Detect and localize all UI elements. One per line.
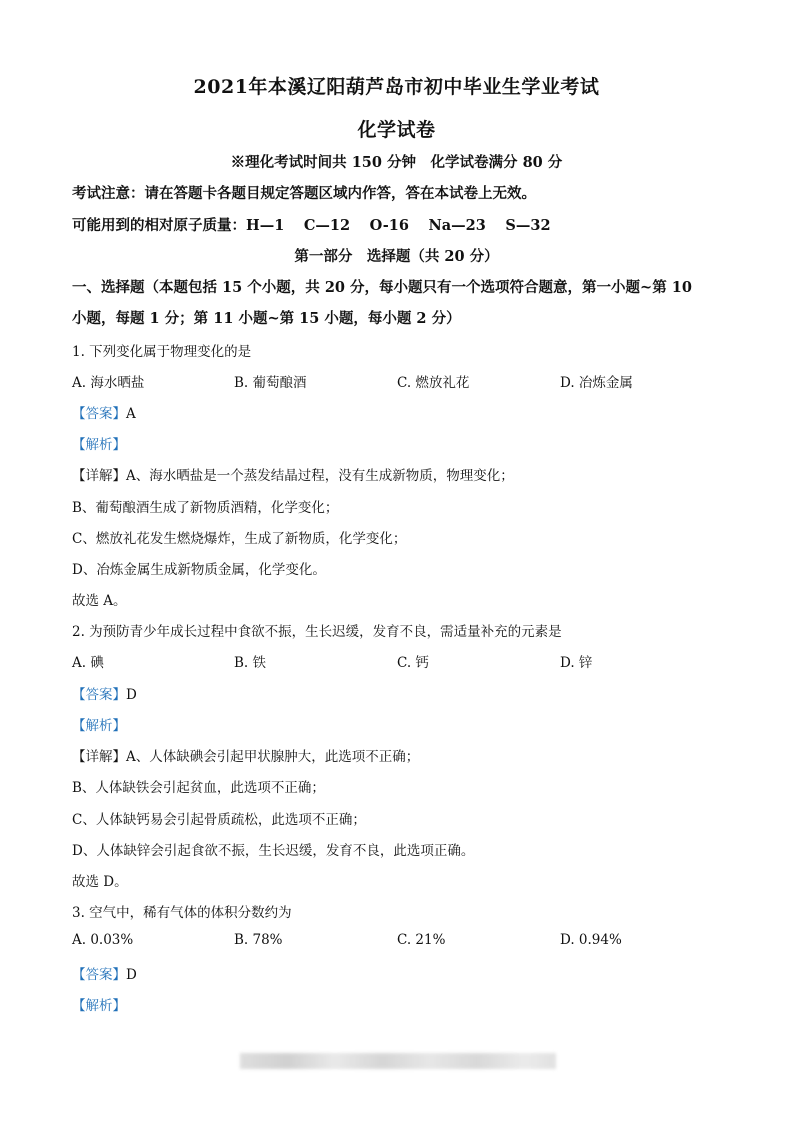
detail-line: B、葡萄酿酒生成了新物质酒精，化学变化； bbox=[72, 500, 339, 516]
detail-conclusion: 故选 D。 bbox=[72, 874, 128, 890]
option-d: D. 冶炼金属 bbox=[560, 375, 633, 391]
atomic-masses: 可能用到的相对原子质量：H—1 C—12 O-16 Na—23 S—32 bbox=[72, 217, 551, 234]
answer-label: 【答案】 bbox=[72, 406, 126, 422]
section-instructions-line1: 一、选择题（本题包括 15 个小题，共 20 分，每小题只有一个选项符合题意，第一小题~第 10 bbox=[72, 279, 692, 296]
detail-text: A、人体缺碘会引起甲状腺肿大，此选项不正确； bbox=[126, 749, 420, 765]
detail-line: D、人体缺锌会引起食欲不振，生长迟缓，发育不良，此选项正确。 bbox=[72, 843, 475, 859]
answer-value: D bbox=[126, 687, 137, 703]
time-note: ※理化考试时间共 150 分钟 化学试卷满分 80 分 bbox=[230, 154, 563, 171]
detail-line bbox=[72, 464, 514, 484]
option-b: B. 铁 bbox=[234, 655, 267, 671]
answer-value: D bbox=[126, 967, 137, 983]
exam-notice: 考试注意：请在答题卡各题目规定答题区域内作答，答在本试卷上无效。 bbox=[72, 185, 536, 202]
answer-value: A bbox=[126, 406, 136, 422]
answer-label: 【答案】 bbox=[72, 687, 126, 703]
option-b: B. 葡萄酿酒 bbox=[234, 375, 307, 391]
answer-line bbox=[72, 402, 136, 422]
page-title: 2021年本溪辽阳葫芦岛市初中毕业生学业考试 bbox=[193, 76, 600, 98]
analysis-label: 【解析】 bbox=[72, 718, 126, 734]
option-a: A. 碘 bbox=[72, 655, 104, 671]
option-a: A. 海水晒盐 bbox=[72, 375, 145, 391]
detail-text: A、海水晒盐是一个蒸发结晶过程，没有生成新物质，物理变化； bbox=[126, 468, 514, 484]
detail-label: 【详解】 bbox=[72, 468, 126, 484]
detail-label: 【详解】 bbox=[72, 749, 126, 765]
answer-line bbox=[72, 683, 137, 703]
option-c: C. 钙 bbox=[397, 655, 429, 671]
blurred-footer-watermark bbox=[240, 1053, 556, 1069]
question-stem: 2. 为预防青少年成长过程中食欲不振，生长迟缓，发育不良，需适量补充的元素是 bbox=[72, 624, 562, 640]
question-stem: 1. 下列变化属于物理变化的是 bbox=[72, 344, 252, 360]
option-c: C. 21% bbox=[397, 932, 446, 948]
analysis-label: 【解析】 bbox=[72, 437, 126, 453]
option-b: B. 78% bbox=[234, 932, 283, 948]
detail-line bbox=[72, 745, 419, 765]
detail-line: C、人体缺钙易会引起骨质疏松，此选项不正确； bbox=[72, 812, 366, 828]
page-subtitle: 化学试卷 bbox=[357, 119, 436, 141]
section-instructions-line2: 小题，每题 1 分；第 11 小题~第 15 小题，每小题 2 分） bbox=[72, 310, 461, 327]
detail-conclusion: 故选 A。 bbox=[72, 593, 127, 609]
analysis-label: 【解析】 bbox=[72, 998, 126, 1014]
option-a: A. 0.03% bbox=[72, 932, 134, 948]
answer-line bbox=[72, 963, 137, 983]
detail-line: B、人体缺铁会引起贫血，此选项不正确； bbox=[72, 780, 325, 796]
option-d: D. 锌 bbox=[560, 655, 593, 671]
question-stem: 3. 空气中，稀有气体的体积分数约为 bbox=[72, 905, 292, 921]
answer-label: 【答案】 bbox=[72, 967, 126, 983]
option-c: C. 燃放礼花 bbox=[397, 375, 470, 391]
detail-line: C、燃放礼花发生燃烧爆炸，生成了新物质，化学变化； bbox=[72, 531, 407, 547]
part-heading: 第一部分 选择题（共 20 分） bbox=[294, 248, 499, 265]
detail-line: D、冶炼金属生成新物质金属，化学变化。 bbox=[72, 562, 326, 578]
option-d: D. 0.94% bbox=[560, 932, 622, 948]
